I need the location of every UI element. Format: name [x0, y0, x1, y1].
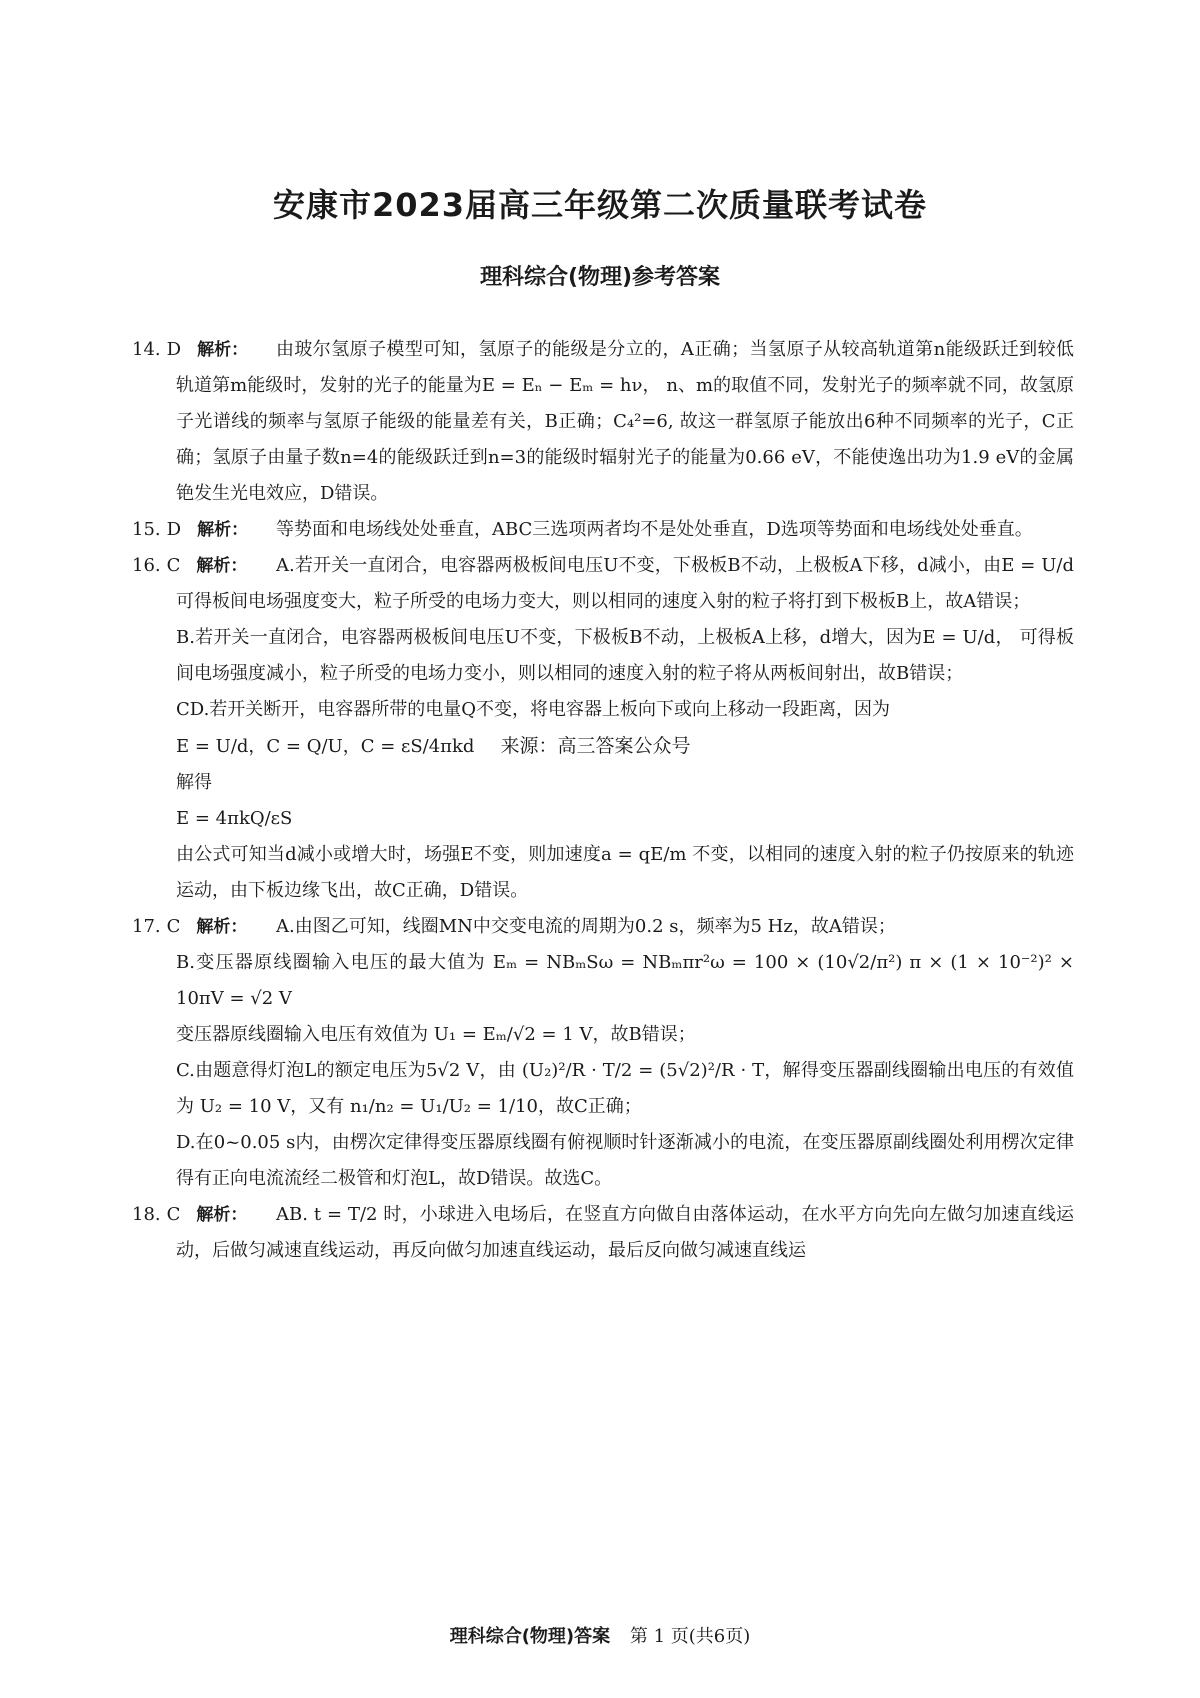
document-subtitle: 理科综合(物理)参考答案: [479, 265, 721, 290]
answer-14-number: 14. D 解析：: [132, 339, 249, 360]
answer-17-number: 17. C 解析：: [132, 916, 248, 937]
answer-16-part-b: B.若开关一直闭合，电容器两极板间电压U不变，下极板B不动，上极板A上移，d增大，因为E = U/d， 可得板间电场强度减小，粒子所受的电场力变小，则以相同的速度入射的粒子将从两板间射出，故B错误；: [176, 627, 1074, 684]
answer-18-label: 解析：: [196, 1205, 248, 1225]
answer-17-part-a: A.由图乙可知，线圈MN中交变电流的周期为0.2 s，频率为5 Hz，故A错误；: [276, 916, 896, 937]
answer-content: [132, 332, 1074, 1269]
answer-14: [132, 332, 1074, 512]
answer-15-text: 等势面和电场线处处垂直，ABC三选项两者均不是处处垂直，D选项等势面和电场线处处垂直。: [276, 519, 1033, 540]
answer-16-number: 16. C 解析：: [132, 555, 248, 576]
answer-16-choice: C: [166, 555, 181, 576]
answer-16-equation-2: E = 4πkQ/εS: [176, 808, 293, 829]
answer-17-part-b: B.变压器原线圈输入电压的最大值为 Eₘ = NBₘSω = NBₘπr²ω = 100 × (10√2/π²) π × (1 × 10⁻²)² × 10πV = √2 V: [176, 952, 1074, 1009]
equation-capacitor: E = U/d，C = Q/U，C = εS/4πkd: [176, 736, 475, 757]
answer-16-part-a: A.若开关一直闭合，电容器两极板间电压U不变，下极板B不动，上极板A下移，d减小，由E = U/d 可得板间电场强度变大，粒子所受的电场力变大，则以相同的速度入射的粒子将打到下极板B上，故A错误；: [176, 555, 1074, 612]
document-title: 安康市2023届高三年级第二次质量联考试卷: [272, 186, 928, 224]
answer-16-equation-1: [176, 728, 1074, 765]
answer-17-part-c: C.由题意得灯泡L的额定电压为5√2 V，由 (U₂)²/R · T/2 = (5√2)²/R · T，解得变压器副线圈输出电压的有效值为 U₂ = 10 V，又有 n₁/n₂ = U₁/U₂ = 1/10，故C正确；: [176, 1060, 1074, 1117]
answer-17-part-d: D.在0~0.05 s内，由楞次定律得变压器原线圈有俯视顺时针逐渐减小的电流，在变压器原副线圈处利用楞次定律得有正向电流流经二极管和灯泡L，故D错误。故选C。: [176, 1132, 1074, 1189]
answer-15-choice: D: [166, 519, 182, 540]
answer-18-part-ab: AB. t = T/2 时，小球进入电场后，在竖直方向做自由落体运动，在水平方向先向左做匀加速直线运动，后做匀减速直线运动，再反向做匀加速直线运动，最后反向做匀减速直线运: [176, 1204, 1074, 1261]
answer-16-part-cd: CD.若开关断开，电容器所带的电量Q不变，将电容器上板向下或向上移动一段距离，因为: [176, 699, 891, 720]
page-footer: [0, 1622, 1200, 1648]
footer-label: 理科综合(物理)答案: [449, 1626, 611, 1647]
answer-15-number: 15. D 解析：: [132, 519, 249, 540]
answer-17: [132, 909, 1074, 1197]
answer-14-text: 由玻尔氢原子模型可知，氢原子的能级是分立的，A正确；当氢原子从较高轨道第n能级跃迁到较低轨道第m能级时，发射的光子的能量为E = Eₙ − Eₘ = hν， n、m的取值不同，发射光子的频率就不同，故氢原子光谱线的频率与氢原子能级的能量差有关，B正确；C₄²=6, 故这一群氢原子能放出6种不同频率的光子，C正确；氢原子由量子数n=4的能级跃迁到n=3的能级时辐射光子的能量为0.66 eV，不能使逸出功为1.9 eV的金属铯发生光电效应，D错误。: [176, 339, 1074, 504]
answer-18: [132, 1197, 1074, 1269]
answer-17-label: 解析：: [196, 917, 248, 937]
page-number: 第 1 页(共6页): [629, 1626, 751, 1647]
answer-18-number: 18. C 解析：: [132, 1204, 248, 1225]
answer-15: [132, 512, 1074, 548]
answer-17-effective-voltage: 变压器原线圈输入电压有效值为 U₁ = Eₘ/√2 = 1 V，故B错误；: [176, 1024, 696, 1045]
answer-16-solve-label: 解得: [176, 772, 212, 793]
answer-14-label: 解析：: [197, 340, 249, 360]
answer-16: [132, 548, 1074, 909]
answer-14-choice: D: [166, 339, 182, 360]
answer-16-conclusion: 由公式可知当d减小或增大时，场强E不变，则加速度a = qE/m 不变，以相同的速度入射的粒子仍按原来的轨迹运动，由下板边缘飞出，故C正确，D错误。: [176, 844, 1074, 901]
answer-16-label: 解析：: [196, 556, 248, 576]
answer-18-choice: C: [166, 1204, 181, 1225]
answer-17-choice: C: [166, 916, 181, 937]
answer-15-label: 解析：: [197, 520, 249, 540]
source-note: 来源：高三答案公众号: [500, 735, 691, 757]
